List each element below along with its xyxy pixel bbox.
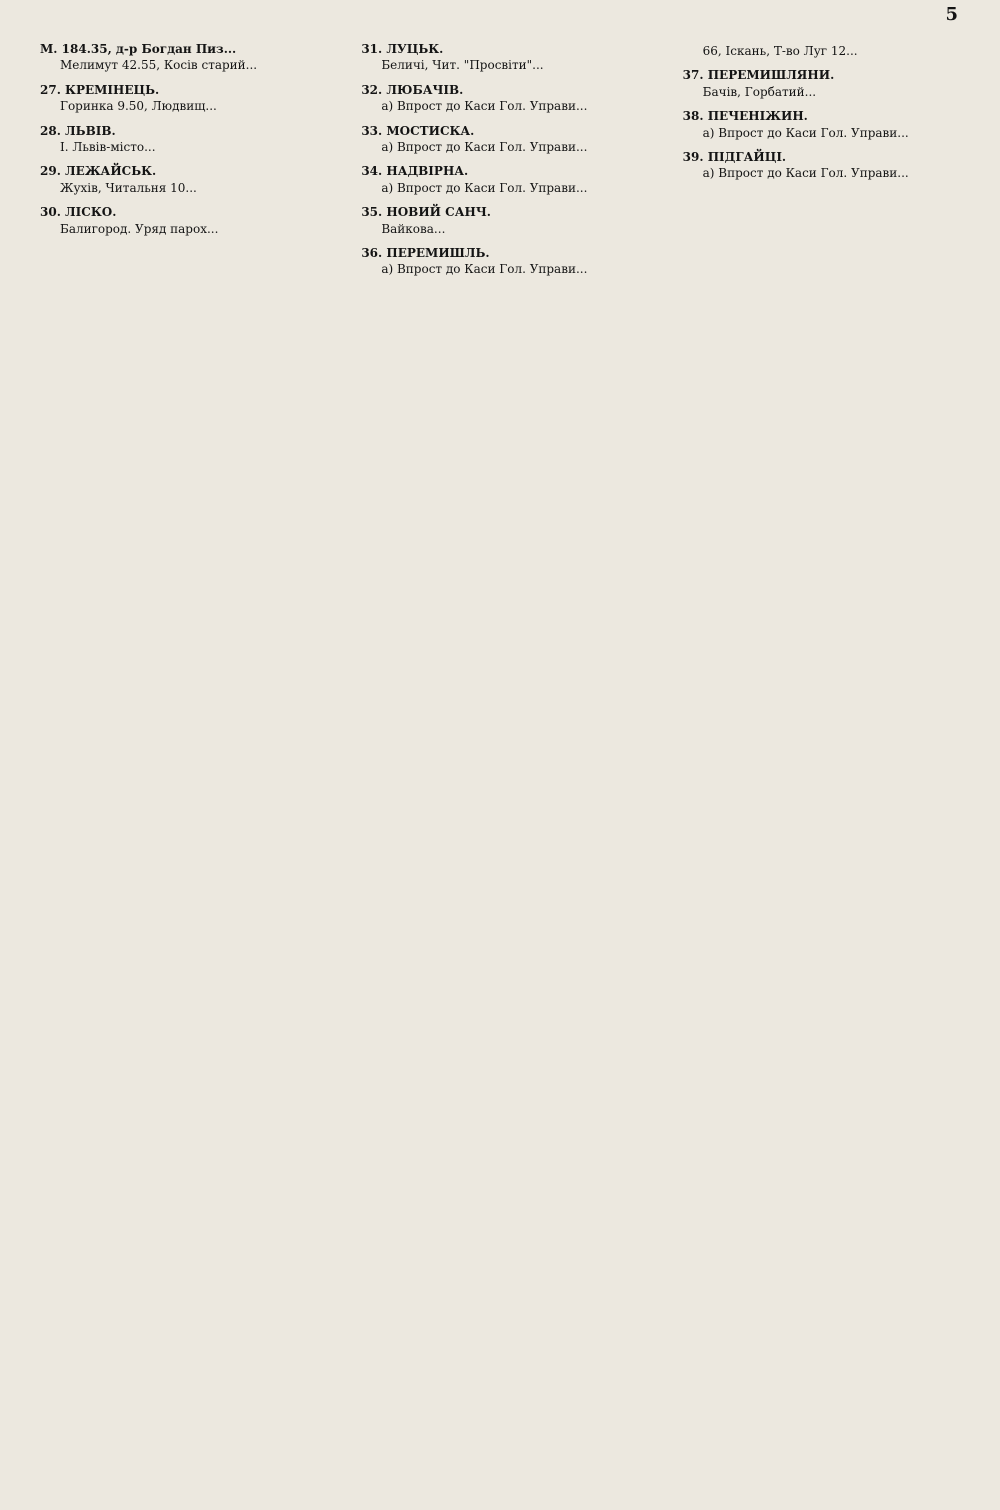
column-1 bbox=[40, 42, 335, 1492]
section-body: Вайкова... bbox=[381, 221, 446, 236]
section-body: І. Львів-місто... bbox=[60, 139, 156, 154]
section-heading: 30. ЛІСКО. bbox=[40, 205, 117, 220]
section-heading: 35. НОВИЙ САНЧ. bbox=[361, 205, 491, 220]
section-body: Горинка 9.50, Людвищ... bbox=[60, 99, 217, 114]
section-3-2 bbox=[683, 68, 978, 99]
document-columns bbox=[40, 42, 978, 1492]
section-body: а) Впрост до Каси Гол. Управи... bbox=[381, 99, 588, 114]
section-2-5 bbox=[361, 205, 656, 236]
section-2-6 bbox=[361, 246, 656, 277]
section-3-3 bbox=[683, 109, 978, 140]
section-1-3 bbox=[40, 124, 335, 155]
section-heading: 38. ПЕЧЕНІЖИН. bbox=[682, 109, 808, 124]
column-3 bbox=[683, 42, 978, 1492]
section-2-3 bbox=[361, 124, 656, 155]
section-body: 66, Іскань, Т-во Луг 12... bbox=[702, 44, 858, 58]
section-body: а) Впрост до Каси Гол. Управи... bbox=[381, 180, 588, 195]
section-heading: 32. ЛЮБАЧІВ. bbox=[361, 82, 464, 97]
section-1-5 bbox=[40, 205, 335, 236]
section-2-2 bbox=[361, 83, 656, 114]
section-heading: 33. МОСТИСКА. bbox=[361, 123, 475, 138]
section-1-2 bbox=[40, 83, 335, 114]
section-heading: М. 184.35, д-р Богдан Пиз... bbox=[40, 42, 237, 56]
section-3-4 bbox=[683, 150, 978, 181]
section-heading: 29. ЛЕЖАЙСЬК. bbox=[40, 164, 157, 179]
section-body: Беличі, Чит. "Просвіти"... bbox=[381, 58, 544, 73]
section-body: Балигород. Уряд парох... bbox=[60, 221, 219, 236]
section-heading: 31. ЛУЦЬК. bbox=[361, 42, 444, 56]
section-heading: 37. ПЕРЕМИШЛЯНИ. bbox=[682, 68, 835, 83]
page-marker: 5 bbox=[945, 4, 958, 25]
section-body: а) Впрост до Каси Гол. Управи... bbox=[702, 125, 909, 140]
section-body: а) Впрост до Каси Гол. Управи... bbox=[381, 262, 588, 277]
section-1-1 bbox=[40, 42, 335, 73]
section-body: Жухів, Читальня 10... bbox=[60, 180, 197, 195]
column-2 bbox=[361, 42, 656, 1492]
section-1-4 bbox=[40, 164, 335, 195]
section-heading: 34. НАДВІРНА. bbox=[361, 164, 469, 179]
section-heading: 39. ПІДГАЙЦІ. bbox=[682, 149, 787, 164]
section-heading: 27. КРЕМІНЕЦЬ. bbox=[40, 82, 160, 97]
section-heading: 28. ЛЬВІВ. bbox=[40, 123, 116, 138]
section-body: Бачів, Горбатий... bbox=[702, 84, 817, 99]
section-heading: 36. ПЕРЕМИШЛЬ. bbox=[361, 245, 490, 260]
section-2-4 bbox=[361, 164, 656, 195]
section-body: Мелимут 42.55, Косів старий... bbox=[60, 58, 258, 73]
section-body: а) Впрост до Каси Гол. Управи... bbox=[381, 139, 588, 154]
section-2-1 bbox=[361, 42, 656, 73]
section-body: а) Впрост до Каси Гол. Управи... bbox=[702, 166, 909, 181]
section-3-1 bbox=[683, 44, 978, 58]
